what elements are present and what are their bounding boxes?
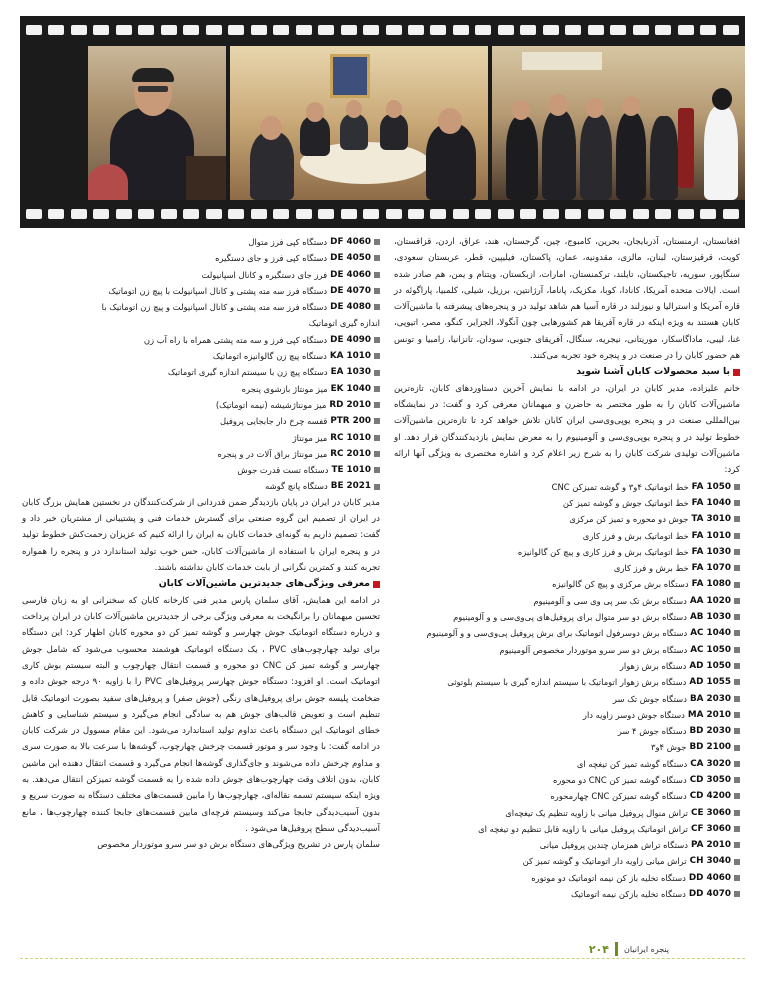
- bullet-square-icon: [374, 370, 380, 376]
- product-code: BA 2030: [689, 693, 731, 704]
- bullet-square-icon: [734, 793, 740, 799]
- bullet-square-icon: [374, 288, 380, 294]
- right-column: [394, 234, 740, 902]
- product-description: دستگاه برش دو سر متوال برای پروفیل‌های پی‌وی‌سی و و آلومینیوم: [453, 612, 687, 623]
- product-code: TE 1010: [331, 465, 371, 476]
- product-description: دستگاه کپی فرز و سه مته پشتی همراه با راه آب زن: [143, 334, 328, 345]
- product-description: دستگاه پیچ زن با سیستم اندازه گیری اتوماتیک: [167, 367, 328, 378]
- product-item: [394, 821, 740, 837]
- product-description: تراش میانی زاویه دار اتوماتیک و گوشه تمیز کن: [522, 856, 687, 867]
- product-item: [394, 756, 740, 772]
- product-item: [394, 788, 740, 804]
- bullet-square-icon: [734, 630, 740, 636]
- product-item: [394, 691, 740, 707]
- product-description: اندازه گیری اتوماتیک: [308, 318, 380, 329]
- bullet-square-icon: [734, 826, 740, 832]
- product-code: PA 2010: [691, 840, 731, 851]
- product-code: AD 1055: [689, 677, 731, 688]
- product-description: دستگاه جوش دوسر زاویه دار: [582, 709, 685, 720]
- bullet-square-icon: [374, 255, 380, 261]
- product-code: DE 4050: [330, 253, 371, 264]
- photo-guests-visiting: [492, 46, 745, 200]
- section-heading-features: [22, 576, 380, 593]
- product-item: [22, 267, 380, 283]
- bullet-square-icon: [734, 598, 740, 604]
- bullet-square-icon: [734, 761, 740, 767]
- product-item: [22, 315, 380, 331]
- bullet-square-icon: [374, 418, 380, 424]
- product-description: جوش ۴و۳: [651, 742, 687, 753]
- bullet-square-icon: [734, 810, 740, 816]
- product-code: DD 4060: [688, 872, 731, 883]
- bullet-square-icon: [734, 679, 740, 685]
- product-code: CH 3040: [689, 856, 731, 867]
- product-item: [394, 528, 740, 544]
- product-code: CE 3060: [690, 807, 731, 818]
- product-description: دستگاه پانچ گوشه: [265, 481, 328, 492]
- product-code: EK 1040: [330, 383, 371, 394]
- bullet-square-icon: [374, 304, 380, 310]
- product-code: EA 1030: [330, 367, 371, 378]
- product-item: [394, 853, 740, 869]
- product-item: [22, 348, 380, 364]
- product-code: AD 1050: [689, 660, 731, 671]
- bullet-square-icon: [734, 484, 740, 490]
- product-item: [22, 234, 380, 250]
- product-description: دستگاه پیچ زن گالوانیزه اتوماتیک: [212, 351, 327, 362]
- product-item: [394, 479, 740, 495]
- product-code: DD 4070: [688, 889, 731, 900]
- product-code: CD 4200: [689, 791, 731, 802]
- product-description: خط اتوماتیک ۴و۳ و گوشه تمیزکن CNC: [551, 481, 689, 492]
- bullet-square-icon: [374, 435, 380, 441]
- section-heading-text: معرفی ویژگی‌های جدیدترین ماشین‌آلات کابان: [158, 578, 370, 590]
- product-description: میز مونتاژ: [292, 432, 328, 443]
- photo-speaker-at-podium: [88, 46, 226, 200]
- product-description: خط اتوماتیک برش و فرز کاری و پیچ کن گالوانیزه: [517, 546, 689, 557]
- left-column: [22, 234, 380, 853]
- film-strip: [20, 16, 745, 228]
- product-item: [394, 642, 740, 658]
- bullet-square-icon: [374, 272, 380, 278]
- product-item: [394, 723, 740, 739]
- product-description: دستگاه برش مرکزی و پیچ کن گالوانیزه: [552, 579, 689, 590]
- product-item: [22, 283, 380, 299]
- product-description: دستگاه جوش ۴ سر: [617, 726, 687, 737]
- product-code: RD 2010: [329, 399, 371, 410]
- product-code: DE 4090: [330, 334, 371, 345]
- products-intro-paragraph: خانم علیزاده، مدیر کابان در ایران، در ادامه با نمایش آخرین دستاوردهای کابان، تازه‌ترین ماشین‌آلات کابان را به طور مختصر به حاضرن و میهمانان معرفی کرد و گفت: در نمایشگاه بین‌المللی صنعت در و پنجره یوپی‌وی‌سی ایران کابان تلاش خواهد کرد تا تازه‌ترین ماشین‌آلات خطوط تولید در و پنجره یوپی‌وی‌سی و آلومینیوم را به معرض نمایش بازدیدکنندگان قرار دهد. او ماشین‌آلات تولیدی شرکت کابان را به شرح زیر اعلام کرد و اشاره مختصری به ویژگی آنها ارائه کرد:: [394, 383, 740, 476]
- heading-square-icon: [373, 581, 380, 588]
- product-code: FA 1010: [691, 530, 731, 541]
- product-item: [394, 707, 740, 723]
- footer-marker: [615, 942, 618, 956]
- bullet-square-icon: [374, 239, 380, 245]
- product-code: PTR 200: [330, 416, 371, 427]
- bullet-square-icon: [734, 582, 740, 588]
- bullet-square-icon: [374, 467, 380, 473]
- section-heading-products: [394, 364, 740, 381]
- bullet-square-icon: [734, 891, 740, 897]
- closing-paragraph: مدیر کابان در ایران در پایان بازدیدگر ضمن قدردانی از شرکت‌کنندگان در نخستین همایش بزرگ کابان در ایران از تصمیم این گروه صنعتی برای گسترش خدمات فنی و پشتیبانی از مشتریان خبر داد و گفت: تصمیم داریم به گونه‌ای خدمات کابان به ایران را ارائه کنیم که عزیزان زحمت‌کش خطوط تولید در و پنجره ایران با استفاده از ماشین‌آلات کابان، حس خوب تولید استاندارد در و پنجره را همواره تجربه کنند و کمترین نگرانی از بابت خدمات کابان نداشته باشند.: [22, 497, 380, 573]
- product-description: دستگاه تراش همزمان چندین پروفیل میانی: [539, 840, 688, 851]
- product-item: [394, 544, 740, 560]
- product-description: دستگاه برش تک سر پی وی سی و آلومینیوم: [533, 595, 687, 606]
- product-item: [22, 413, 380, 429]
- bullet-square-icon: [734, 663, 740, 669]
- product-code: BE 2021: [330, 481, 371, 492]
- bullet-square-icon: [734, 614, 740, 620]
- product-description: قفسه چرخ دار جابجایی پروفیل: [219, 416, 328, 427]
- product-item: [394, 609, 740, 625]
- intro-paragraph: افغانستان، ارمنستان، آذربایجان، بحرین، کامبوج، چین، گرجستان، هند، عراق، اردن، قزاقستان، کویت، قرقیزستان، لبنان، مالزی، مقدونیه، عمان، پاکستان، فیلیپین، قطر، عربستان سعودی، سنگاپور، سوریه، تاجیکستان، تایلند، ترکمنستان، امارات، ازبکستان، ویتنام و یمن، هم صادر شده است. ایالات متحده آمریکا، کانادا، کوبا، مکزیک، پاناما، آرژانتین، برزیل، شیلی، کلمبیا، پاراگوئه در قاره آمریکا و استرالیا و نیوزلند در قاره آسیا هم شاهد تولید در و پنجره‌های پیشرفته با ماشین‌آلات کابان هستند به ویژه اینکه در قاره آفریقا هم کشورهایی چون آنگولا، الجزایر، کنگو، مصر، اتیوپی، غنا، لیبی، ماداگاسکار، موریتانی، نیجریه، سنگال، آفریقای جنوبی، سودان، تانزانیا، زامبیا و تونس هم حضور کابان را در صنعت در و پنجره خود تجربه می‌کنند.: [394, 237, 740, 362]
- product-item: [394, 495, 740, 511]
- product-description: خط اتوماتیک برش و فرز کاری: [582, 530, 689, 541]
- product-code: CD 3050: [689, 775, 731, 785]
- product-description: دستگاه کپی فرز و جای دستگیره: [215, 253, 328, 264]
- magazine-name: پنجره ایرانیان: [624, 944, 669, 954]
- product-description: دستگاه برش دوسرفول اتوماتیک برای برش پروفیل پی‌وی‌سی و و آلومینیوم: [426, 628, 688, 639]
- product-code: AC 1040: [690, 628, 731, 639]
- bullet-square-icon: [734, 696, 740, 702]
- product-code: FA 1030: [691, 546, 731, 557]
- product-description: دستگاه گوشه تمیزکن CNC چهارمحوره: [550, 791, 687, 802]
- bullet-square-icon: [374, 484, 380, 490]
- product-item: [394, 560, 740, 576]
- bullet-square-icon: [734, 500, 740, 506]
- product-item: [394, 772, 740, 788]
- features-paragraph: در ادامه این همایش، آقای سلمان پارس مدیر فنی کارخانه کابان که سخنرانی او به زبان فارسی تحسین میهمانان را برانگیخت به معرفی ویژگی برخی از جدیدترین ماشین‌آلات کابان در ایران پرداخت و درباره دستگاه اتوماتیک جوش چهارسر و گوشه تمیز کن دو محوره کابان اظهار کرد: این دستگاه برای تولید چهارچوب‌های PVC ، یک دستگاه اتوماتیک هوشمند محسوب می‌شود که شامل جوش چهارسر و گوشه تمیز کن CNC دو محوره و قسمت انتقال چهارچوب و البته سیستم بوش کاری اتوماتیک است. او افزود: دستگاه جوش چهارسر پروفیل‌های PVC را با زاویه ۹۰ درجه جوش داده و ضخامت پلیسه جوش برای پروفیل‌های رنگی (جوش صفر) و پروفیل‌های سفید بصورت اتوماتیک قابل تنظیم است و تعویض قالب‌های جوش هم به سادگی انجام می‌گیرد و سیستم شناسایی و کاهش خطای اتوماتیک این دستگاه باعث تداوم تولید استاندارد می‌شود. این مقام مسوول در شرکت کابان در ادامه گفت: با وجود سر و موتور قسمت چرخش چهارچوب، گوشه‌ها با سرعت بالا به صورت سری و مداوم چرخش داده می‌شوند و جای‌گذاری گوشه‌ها انجام می‌گیرد و قسمت انتقال دهنده این ماشین کابان، بدون اتلاف وقت چهارچوب‌های جوش داده شده را به قسمت گوشه تمیزکن انتقال می‌دهد. به ویژه اینکه سیستم تسمه نقاله‌ای، چهارچوب‌ها را مابین قسمت‌های مختلف دستگاه به صورت سریع و بدون آسیب‌دیدگی جابجا می‌کند وسیستم فرچه‌ای مابین قسمت‌های جابجا کننده چهارچوب‌ها ، مانع آسیب‌دیدگی سطح پروفیل‌ها می‌شود .: [22, 595, 380, 834]
- product-code: AA 1020: [689, 595, 731, 606]
- product-item: [22, 332, 380, 348]
- bullet-square-icon: [734, 842, 740, 848]
- product-description: میز مونتاژ بازشوی پنجره: [241, 383, 328, 394]
- product-item: [394, 739, 740, 755]
- bullet-square-icon: [734, 777, 740, 783]
- product-item: [22, 397, 380, 413]
- product-description: دستگاه جوش تک سر: [612, 693, 687, 704]
- product-code: FA 1070: [691, 563, 731, 574]
- product-item: [22, 478, 380, 494]
- product-code: DE 4060: [330, 269, 371, 280]
- product-description: تراش منوال پروفیل میانی با زاویه تنظیم یک تیغچه‌ای: [505, 807, 688, 818]
- product-description: دستگاه فرز سه مته پشتی و کانال اسپانیولت و پیچ زن اتوماتیک با: [101, 302, 328, 313]
- bullet-square-icon: [734, 549, 740, 555]
- product-item: [22, 250, 380, 266]
- heading-square-icon: [733, 369, 740, 376]
- product-code: RC 1010: [330, 432, 371, 443]
- product-code: DE 4070: [330, 285, 371, 296]
- product-code: RC 2010: [330, 448, 371, 459]
- bullet-square-icon: [734, 647, 740, 653]
- product-list-continued: [22, 234, 380, 495]
- continued-line: سلمان پارس در تشریح ویژگی‌های دستگاه برش دو سر سرو موتوردار مخصوص: [97, 840, 380, 851]
- product-code: FA 1080: [691, 579, 731, 590]
- product-code: KA 1010: [329, 351, 371, 362]
- product-code: BD 2100: [689, 742, 731, 753]
- product-item: [394, 511, 740, 527]
- film-perforations-bottom: [26, 206, 739, 222]
- product-code: MA 2010: [687, 709, 731, 720]
- product-description: جوش دو محوره و تمیز کن مرکزی: [569, 514, 689, 525]
- product-item: [22, 381, 380, 397]
- product-description: دستگاه فرز سه مته پشتی و کانال اسپانیولت با پیچ زن اتوماتیک: [108, 285, 328, 296]
- product-description: دستگاه برش زهوار: [619, 660, 687, 671]
- product-item: [22, 446, 380, 462]
- bullet-square-icon: [374, 386, 380, 392]
- footer-divider: [20, 958, 745, 959]
- product-description: میز مونتاژ براق آلات در و پنجره: [217, 448, 328, 459]
- product-description: خط برش و فرز کاری: [613, 563, 689, 574]
- product-code: BD 2030: [689, 726, 731, 737]
- page-number: ۲۰۴: [588, 942, 609, 956]
- product-description: دستگاه تست قدرت جوش: [237, 465, 329, 476]
- product-item: [394, 837, 740, 853]
- product-code: DE 4080: [330, 302, 371, 313]
- product-item: [394, 576, 740, 592]
- bullet-square-icon: [734, 565, 740, 571]
- product-code: AC 1050: [690, 644, 731, 655]
- product-item: [394, 870, 740, 886]
- product-description: دستگاه کپی فرز متوال: [248, 237, 328, 247]
- bullet-square-icon: [374, 402, 380, 408]
- bullet-square-icon: [374, 451, 380, 457]
- bullet-square-icon: [374, 353, 380, 359]
- product-item: [394, 674, 740, 690]
- product-description: خط اتوماتیک جوش و گوشه تمیز کن: [562, 497, 689, 508]
- bullet-square-icon: [734, 533, 740, 539]
- page-footer: [589, 942, 669, 956]
- product-description: میز مونتاژشیشه (نیمه اتوماتیک): [215, 399, 327, 410]
- section-heading-text: با سبد محصولات کابان آشنا شوید: [576, 366, 730, 378]
- product-item: [394, 593, 740, 609]
- bullet-square-icon: [734, 712, 740, 718]
- product-item: [22, 299, 380, 315]
- product-item: [394, 886, 740, 902]
- product-code: CA 3020: [690, 758, 731, 769]
- product-description: دستگاه تخلیه باز کن نیمه اتوماتیک دو موتوره: [531, 872, 686, 883]
- product-item: [22, 364, 380, 380]
- product-item: [394, 625, 740, 641]
- product-item: [22, 430, 380, 446]
- product-code: CF 3060: [690, 823, 731, 834]
- bullet-square-icon: [734, 745, 740, 751]
- product-description: دستگاه تخلیه بازکن نیمه اتوماتیک: [570, 889, 686, 900]
- product-description: دستگاه گوشه تمیز کن تیغچه ای: [576, 758, 688, 769]
- bullet-square-icon: [734, 728, 740, 734]
- bullet-square-icon: [734, 859, 740, 865]
- product-item: [394, 805, 740, 821]
- bullet-square-icon: [374, 337, 380, 343]
- product-code: TA 3010: [691, 514, 731, 525]
- product-description: دستگاه برش دو سر سرو موتوردار مخصوص آلومینیوم: [499, 644, 688, 655]
- product-description: دستگاه برش زهوار اتوماتیک با سیستم اندازه گیری با سیستم بلوتوثی: [447, 677, 687, 688]
- product-code: AB 1030: [689, 612, 731, 623]
- product-description: فرز جای دستگیره و کانال اسپانیولت: [201, 269, 328, 280]
- bullet-square-icon: [734, 516, 740, 522]
- product-item: [394, 658, 740, 674]
- product-list: [394, 479, 740, 903]
- product-code: FA 1050: [691, 481, 731, 492]
- product-description: تراش اتوماتیک پروفیل میانی با زاویه قابل تنظیم دو تیغچه ای: [478, 823, 688, 834]
- bullet-square-icon: [734, 875, 740, 881]
- product-code: FA 1040: [691, 497, 731, 508]
- product-item: [22, 462, 380, 478]
- product-description: دستگاه گوشه تمیز کن CNC دو محوره: [552, 775, 687, 785]
- product-code: DF 4060: [330, 237, 371, 247]
- photo-round-table-meeting: [230, 46, 488, 200]
- film-perforations-top: [26, 22, 739, 38]
